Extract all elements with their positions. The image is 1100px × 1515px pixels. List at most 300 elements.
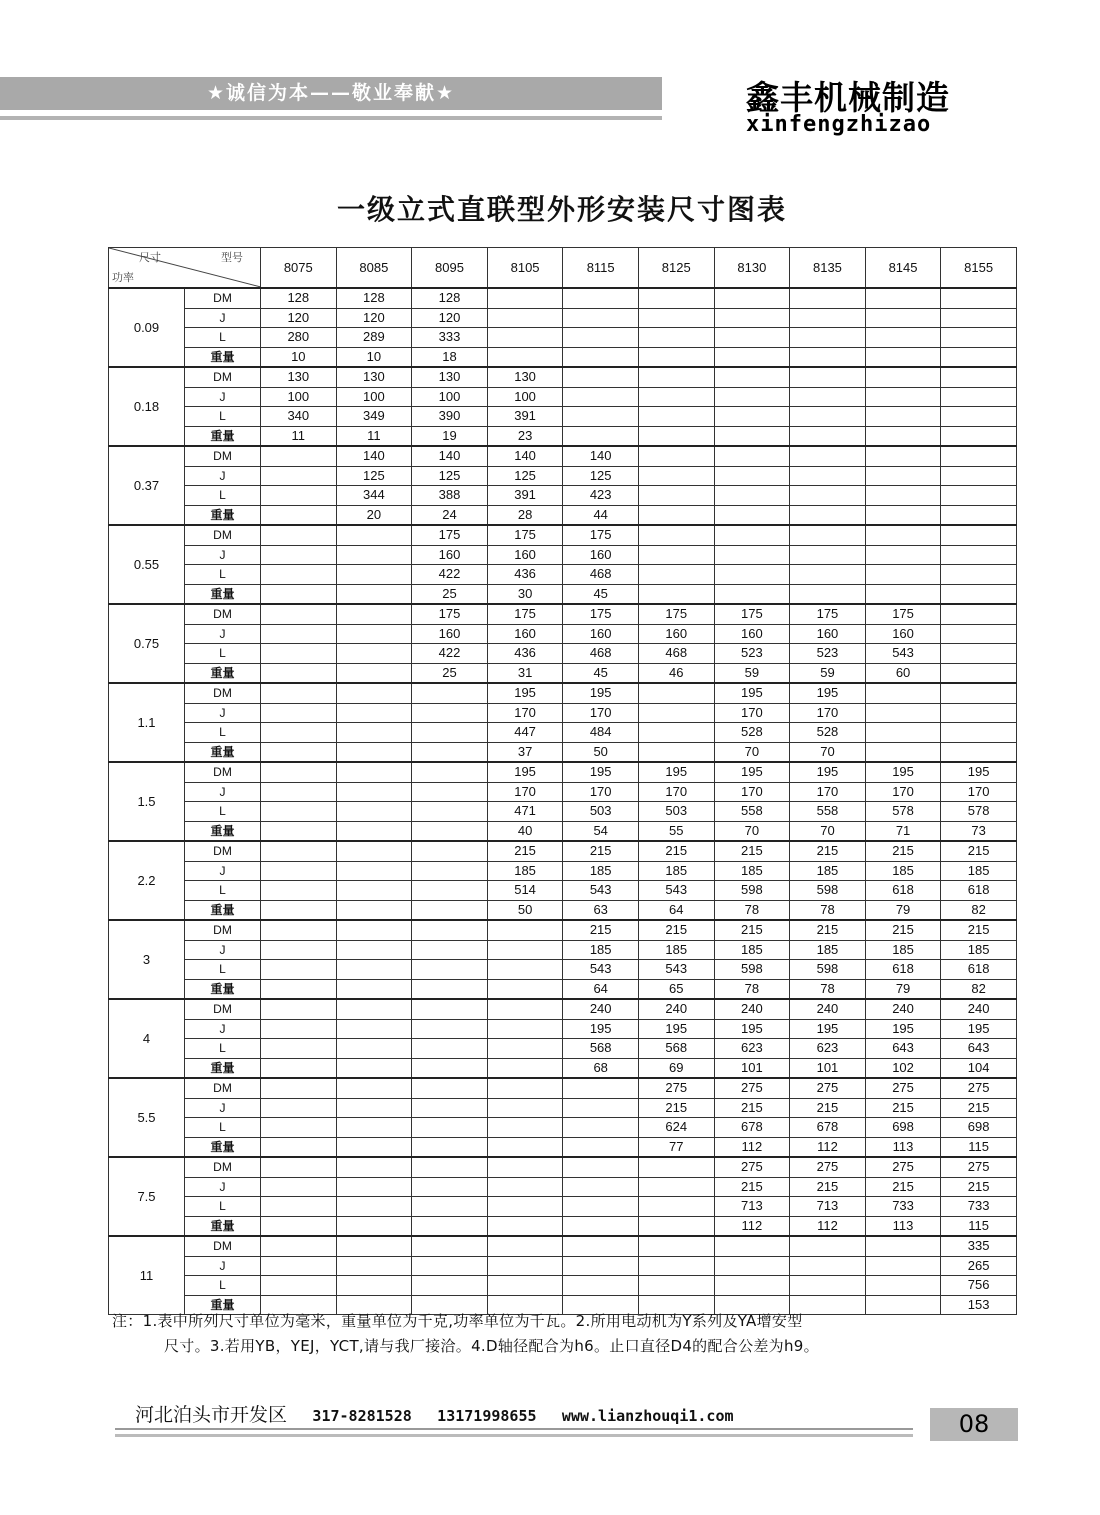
value-cell: 185 [714, 940, 790, 960]
value-cell: 543 [563, 881, 639, 901]
param-label-cell: DM [185, 999, 261, 1019]
value-cell [638, 1236, 714, 1256]
value-cell: 112 [714, 1216, 790, 1236]
footer-phone-1: 317-8281528 [312, 1407, 412, 1425]
value-cell [261, 1197, 337, 1217]
value-cell [714, 466, 790, 486]
value-cell [487, 1216, 563, 1236]
value-cell: 568 [638, 1039, 714, 1059]
value-cell: 54 [563, 821, 639, 841]
value-cell [412, 1256, 488, 1276]
value-cell: 733 [941, 1197, 1017, 1217]
value-cell: 618 [865, 881, 941, 901]
value-cell [336, 742, 412, 762]
param-label-cell: 重量 [185, 426, 261, 446]
value-cell [336, 525, 412, 545]
value-cell [865, 446, 941, 466]
value-cell [261, 663, 337, 683]
value-cell [412, 723, 488, 743]
value-cell [638, 328, 714, 348]
value-cell [261, 1216, 337, 1236]
value-cell: 215 [563, 920, 639, 940]
value-cell [261, 1098, 337, 1118]
value-cell: 82 [941, 979, 1017, 999]
value-cell [261, 683, 337, 703]
value-cell: 333 [412, 328, 488, 348]
power-cell: 0.55 [109, 525, 185, 604]
value-cell [261, 1039, 337, 1059]
value-cell [865, 565, 941, 585]
value-cell [941, 426, 1017, 446]
table-row [109, 742, 1017, 762]
footer-address: 河北泊头市开发区 [135, 1404, 288, 1426]
table-row [109, 900, 1017, 920]
value-cell: 170 [563, 782, 639, 802]
param-label-cell: J [185, 1177, 261, 1197]
value-cell [865, 486, 941, 506]
value-cell: 63 [563, 900, 639, 920]
value-cell: 112 [790, 1137, 866, 1157]
value-cell [336, 802, 412, 822]
table-row [109, 505, 1017, 525]
value-cell: 115 [941, 1216, 1017, 1236]
value-cell: 185 [638, 940, 714, 960]
value-cell: 215 [941, 1177, 1017, 1197]
value-cell [865, 466, 941, 486]
value-cell: 130 [412, 367, 488, 387]
value-cell: 160 [412, 545, 488, 565]
value-cell: 28 [487, 505, 563, 525]
value-cell [638, 367, 714, 387]
slogan-text: ★诚信为本——敬业奉献★ [206, 82, 456, 104]
table-row [109, 446, 1017, 466]
value-cell [336, 979, 412, 999]
value-cell [790, 584, 866, 604]
param-label-cell: 重量 [185, 1058, 261, 1078]
table-row [109, 1216, 1017, 1236]
value-cell: 185 [941, 861, 1017, 881]
value-cell: 756 [941, 1276, 1017, 1296]
value-cell: 215 [865, 920, 941, 940]
value-cell: 598 [714, 960, 790, 980]
value-cell: 175 [563, 604, 639, 624]
value-cell: 140 [412, 446, 488, 466]
value-cell [261, 920, 337, 940]
value-cell [412, 999, 488, 1019]
value-cell [638, 584, 714, 604]
value-cell: 128 [336, 288, 412, 308]
value-cell: 275 [790, 1157, 866, 1177]
value-cell [638, 683, 714, 703]
table-row [109, 1236, 1017, 1256]
value-cell: 344 [336, 486, 412, 506]
value-cell: 215 [638, 920, 714, 940]
value-cell [336, 960, 412, 980]
value-cell [336, 1098, 412, 1118]
footer-rule [115, 1434, 913, 1437]
value-cell [412, 1098, 488, 1118]
value-cell [714, 367, 790, 387]
value-cell [941, 446, 1017, 466]
corner-power-label: 功率 [112, 272, 134, 284]
value-cell: 215 [790, 920, 866, 940]
value-cell [638, 446, 714, 466]
value-cell: 733 [865, 1197, 941, 1217]
value-cell: 240 [638, 999, 714, 1019]
value-cell [261, 525, 337, 545]
value-cell: 623 [790, 1039, 866, 1059]
value-cell: 514 [487, 881, 563, 901]
value-cell [336, 1019, 412, 1039]
value-cell [261, 466, 337, 486]
value-cell: 471 [487, 802, 563, 822]
value-cell: 598 [790, 960, 866, 980]
value-cell: 73 [941, 821, 1017, 841]
value-cell [865, 723, 941, 743]
value-cell: 153 [941, 1295, 1017, 1315]
param-label-cell: L [185, 1039, 261, 1059]
power-cell: 0.09 [109, 288, 185, 367]
param-label-cell: 重量 [185, 1295, 261, 1315]
value-cell: 240 [941, 999, 1017, 1019]
value-cell [941, 565, 1017, 585]
value-cell: 275 [638, 1078, 714, 1098]
table-row [109, 426, 1017, 446]
value-cell [487, 328, 563, 348]
value-cell [336, 584, 412, 604]
value-cell: 100 [336, 387, 412, 407]
value-cell: 60 [865, 663, 941, 683]
table-row [109, 683, 1017, 703]
value-cell [412, 1236, 488, 1256]
value-cell: 468 [563, 644, 639, 664]
value-cell [865, 584, 941, 604]
value-cell: 280 [261, 328, 337, 348]
value-cell: 170 [487, 782, 563, 802]
value-cell [412, 742, 488, 762]
value-cell [865, 328, 941, 348]
value-cell: 678 [790, 1118, 866, 1138]
value-cell [412, 1216, 488, 1236]
value-cell [714, 387, 790, 407]
model-header: 8145 [865, 248, 941, 289]
value-cell [941, 486, 1017, 506]
value-cell: 618 [941, 960, 1017, 980]
value-cell: 215 [638, 841, 714, 861]
value-cell: 64 [563, 979, 639, 999]
value-cell [941, 367, 1017, 387]
value-cell: 240 [865, 999, 941, 1019]
value-cell: 175 [487, 525, 563, 545]
power-cell: 5.5 [109, 1078, 185, 1157]
value-cell [336, 683, 412, 703]
value-cell [261, 861, 337, 881]
value-cell [790, 387, 866, 407]
value-cell [865, 525, 941, 545]
table-row [109, 723, 1017, 743]
param-label-cell: J [185, 703, 261, 723]
param-label-cell: J [185, 387, 261, 407]
table-row [109, 387, 1017, 407]
value-cell [261, 960, 337, 980]
value-cell: 140 [336, 446, 412, 466]
table-row [109, 288, 1017, 308]
value-cell [865, 742, 941, 762]
value-cell [412, 920, 488, 940]
value-cell [865, 347, 941, 367]
value-cell [336, 1137, 412, 1157]
value-cell: 113 [865, 1216, 941, 1236]
page-title: 一级立式直联型外形安装尺寸图表 [336, 193, 787, 226]
value-cell [790, 1236, 866, 1256]
value-cell [261, 604, 337, 624]
value-cell [261, 999, 337, 1019]
value-cell: 120 [412, 308, 488, 328]
value-cell [261, 1137, 337, 1157]
value-cell [336, 1276, 412, 1296]
value-cell [336, 723, 412, 743]
value-cell [336, 821, 412, 841]
value-cell [865, 387, 941, 407]
header-corner [109, 248, 261, 289]
table-row [109, 1177, 1017, 1197]
value-cell: 598 [790, 881, 866, 901]
value-cell [638, 347, 714, 367]
value-cell: 528 [714, 723, 790, 743]
value-cell: 528 [790, 723, 866, 743]
param-label-cell: DM [185, 683, 261, 703]
value-cell: 598 [714, 881, 790, 901]
value-cell: 23 [487, 426, 563, 446]
value-cell [638, 545, 714, 565]
value-cell [714, 328, 790, 348]
value-cell [563, 347, 639, 367]
value-cell: 195 [865, 1019, 941, 1039]
param-label-cell: J [185, 624, 261, 644]
value-cell [941, 347, 1017, 367]
param-label-cell: 重量 [185, 742, 261, 762]
value-cell: 543 [563, 960, 639, 980]
value-cell: 125 [336, 466, 412, 486]
power-cell: 4 [109, 999, 185, 1078]
value-cell: 523 [790, 644, 866, 664]
value-cell: 523 [714, 644, 790, 664]
value-cell [941, 288, 1017, 308]
value-cell [638, 288, 714, 308]
table-row [109, 960, 1017, 980]
value-cell: 71 [865, 821, 941, 841]
value-cell: 215 [714, 1098, 790, 1118]
footer-contact [135, 1400, 955, 1427]
value-cell: 484 [563, 723, 639, 743]
value-cell: 78 [714, 900, 790, 920]
value-cell: 195 [714, 762, 790, 782]
value-cell: 678 [714, 1118, 790, 1138]
value-cell: 624 [638, 1118, 714, 1138]
value-cell [941, 466, 1017, 486]
value-cell [638, 1216, 714, 1236]
value-cell [790, 1256, 866, 1276]
value-cell: 44 [563, 505, 639, 525]
value-cell [412, 762, 488, 782]
value-cell: 240 [790, 999, 866, 1019]
value-cell: 25 [412, 663, 488, 683]
value-cell [261, 1078, 337, 1098]
value-cell: 78 [714, 979, 790, 999]
table-row [109, 407, 1017, 427]
value-cell [412, 960, 488, 980]
value-cell [790, 328, 866, 348]
value-cell: 24 [412, 505, 488, 525]
value-cell: 140 [563, 446, 639, 466]
value-cell [941, 683, 1017, 703]
banner-rule [0, 116, 662, 120]
value-cell [638, 742, 714, 762]
value-cell: 275 [790, 1078, 866, 1098]
value-cell: 160 [412, 624, 488, 644]
param-label-cell: L [185, 1118, 261, 1138]
value-cell [261, 644, 337, 664]
value-cell: 170 [790, 782, 866, 802]
power-cell: 0.37 [109, 446, 185, 525]
value-cell [714, 347, 790, 367]
value-cell [563, 1118, 639, 1138]
value-cell: 215 [941, 1098, 1017, 1118]
value-cell: 215 [865, 841, 941, 861]
value-cell [336, 663, 412, 683]
value-cell [261, 1276, 337, 1296]
value-cell: 65 [638, 979, 714, 999]
value-cell: 185 [638, 861, 714, 881]
brand-name-cn: 鑫丰机械制造 [746, 78, 950, 117]
value-cell [261, 782, 337, 802]
param-label-cell: DM [185, 841, 261, 861]
value-cell [487, 1157, 563, 1177]
value-cell [487, 1039, 563, 1059]
value-cell [412, 1118, 488, 1138]
value-cell [714, 505, 790, 525]
value-cell [336, 1157, 412, 1177]
value-cell: 698 [941, 1118, 1017, 1138]
value-cell [714, 446, 790, 466]
value-cell [412, 979, 488, 999]
value-cell [336, 1058, 412, 1078]
value-cell [487, 1256, 563, 1276]
param-label-cell: J [185, 466, 261, 486]
value-cell: 20 [336, 505, 412, 525]
value-cell [563, 426, 639, 446]
value-cell [941, 387, 1017, 407]
param-label-cell: 重量 [185, 1137, 261, 1157]
value-cell: 160 [487, 545, 563, 565]
value-cell: 578 [941, 802, 1017, 822]
value-cell: 160 [563, 545, 639, 565]
value-cell: 46 [638, 663, 714, 683]
value-cell: 503 [563, 802, 639, 822]
value-cell: 215 [714, 920, 790, 940]
table-row [109, 604, 1017, 624]
model-header: 8130 [714, 248, 790, 289]
value-cell [714, 1276, 790, 1296]
value-cell: 643 [865, 1039, 941, 1059]
value-cell: 185 [865, 940, 941, 960]
value-cell: 349 [336, 407, 412, 427]
value-cell [487, 1058, 563, 1078]
value-cell [714, 565, 790, 585]
value-cell: 175 [865, 604, 941, 624]
value-cell [261, 1058, 337, 1078]
model-header: 8135 [790, 248, 866, 289]
value-cell: 175 [412, 604, 488, 624]
value-cell [412, 1019, 488, 1039]
value-cell [865, 703, 941, 723]
param-label-cell: DM [185, 288, 261, 308]
table-row [109, 545, 1017, 565]
table-row [109, 802, 1017, 822]
value-cell [336, 1216, 412, 1236]
table-row [109, 999, 1017, 1019]
value-cell [865, 288, 941, 308]
param-label-cell: L [185, 407, 261, 427]
value-cell: 436 [487, 565, 563, 585]
table-row [109, 328, 1017, 348]
value-cell: 175 [487, 604, 563, 624]
value-cell [336, 604, 412, 624]
value-cell [563, 1256, 639, 1276]
value-cell [563, 1098, 639, 1118]
value-cell: 195 [714, 683, 790, 703]
value-cell [790, 565, 866, 585]
param-label-cell: 重量 [185, 900, 261, 920]
value-cell [487, 308, 563, 328]
model-header: 8115 [563, 248, 639, 289]
table-row [109, 1019, 1017, 1039]
value-cell: 215 [714, 841, 790, 861]
value-cell: 195 [941, 1019, 1017, 1039]
value-cell: 275 [865, 1157, 941, 1177]
value-cell: 115 [941, 1137, 1017, 1157]
value-cell [638, 525, 714, 545]
value-cell [336, 762, 412, 782]
value-cell: 195 [790, 1019, 866, 1039]
value-cell: 59 [790, 663, 866, 683]
table-row [109, 486, 1017, 506]
value-cell [487, 960, 563, 980]
value-cell [941, 624, 1017, 644]
param-label-cell: DM [185, 446, 261, 466]
value-cell: 50 [487, 900, 563, 920]
value-cell [412, 821, 488, 841]
table-row [109, 1276, 1017, 1296]
value-cell [336, 624, 412, 644]
value-cell [638, 723, 714, 743]
value-cell: 215 [941, 920, 1017, 940]
value-cell [638, 308, 714, 328]
value-cell: 468 [638, 644, 714, 664]
value-cell [261, 1157, 337, 1177]
table-row [109, 782, 1017, 802]
value-cell [865, 1236, 941, 1256]
value-cell: 175 [412, 525, 488, 545]
value-cell [261, 565, 337, 585]
value-cell: 643 [941, 1039, 1017, 1059]
value-cell [336, 1256, 412, 1276]
value-cell [412, 861, 488, 881]
value-cell [790, 288, 866, 308]
value-cell [714, 525, 790, 545]
value-cell [563, 328, 639, 348]
param-label-cell: L [185, 960, 261, 980]
